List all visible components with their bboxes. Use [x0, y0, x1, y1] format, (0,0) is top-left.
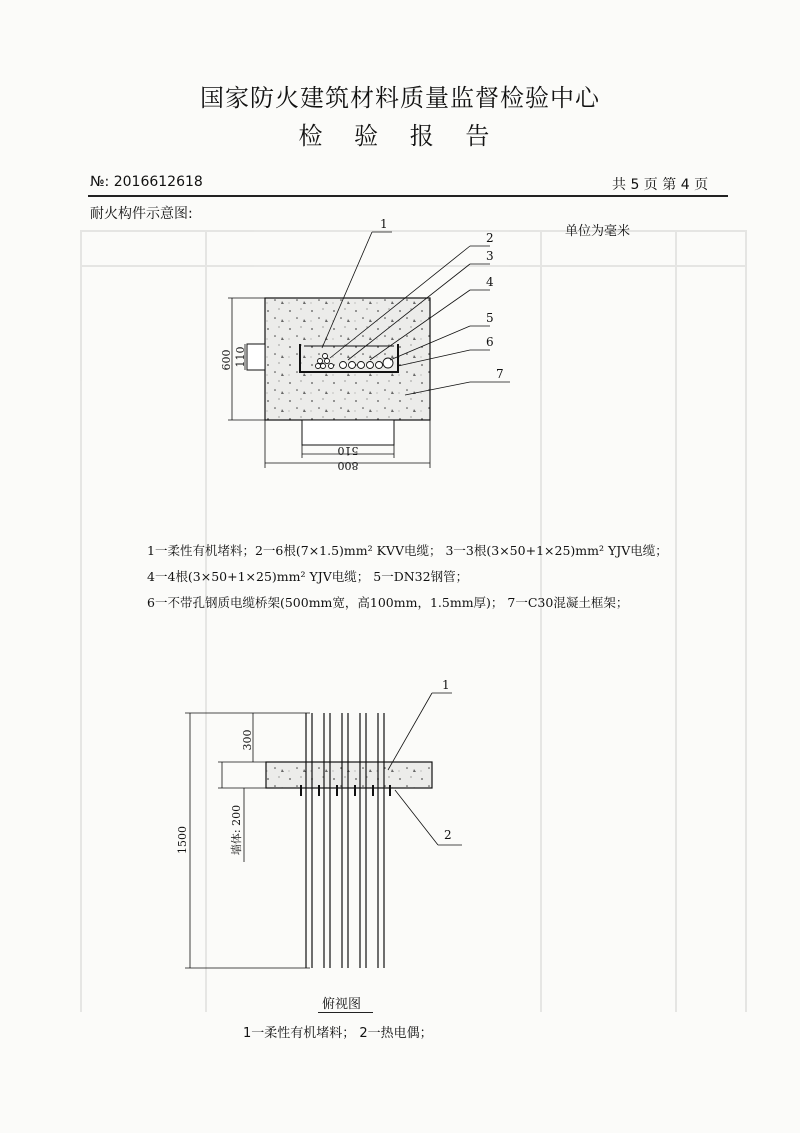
callout-2: 2 [486, 231, 494, 245]
wall-slab [266, 762, 432, 788]
dim-1500: 1500 [176, 826, 189, 854]
unit-note: 单位为毫米 [565, 224, 631, 239]
top-view-caption: 俯视图 [322, 997, 362, 1012]
dim-600: 600 [220, 349, 233, 371]
dim-wall-200: 墙体: 200 [230, 804, 243, 856]
caption-underline [318, 1012, 373, 1013]
top-callout-2: 2 [444, 828, 452, 842]
top-view-diagram [176, 678, 462, 968]
callout-4: 4 [486, 275, 494, 289]
callout-3: 3 [486, 249, 494, 263]
section-title: 耐火构件示意图: [90, 206, 193, 222]
dim-800: 800 [337, 459, 359, 472]
legend1-line2: 4一4根(3×50+1×25)mm² YJV电缆； 5一DN32钢管； [147, 569, 469, 584]
cable-rods [306, 713, 384, 968]
tray-stub-left [247, 344, 265, 370]
dim-110: 110 [234, 346, 247, 368]
dim-300: 300 [241, 729, 254, 751]
callout-6: 6 [486, 335, 494, 349]
callout-7: 7 [496, 367, 504, 381]
page-indicator: 共 5 页 第 4 页 [612, 177, 709, 193]
report-title: 检 验 报 告 [298, 122, 502, 150]
legend1-line3: 6一不带孔钢质电缆桥架(500mm宽，高100mm，1.5mm厚)； 7一C30混凝土框架； [147, 595, 629, 610]
tray-stub-bottom [302, 420, 394, 445]
legend1-line1: 1一柔性有机堵料；2一6根(7×1.5)mm² KVV电缆； 3一3根(3×50+1×25)mm² YJV电缆； [147, 543, 668, 558]
dim-510: 510 [337, 444, 359, 457]
organization-name: 国家防火建筑材料质量监督检验中心 [200, 84, 600, 112]
legend2-text: 1一柔性有机堵料； 2一热电偶； [243, 1026, 433, 1041]
callout-5: 5 [486, 311, 494, 325]
top-callout-1: 1 [442, 678, 450, 692]
report-number: №: 2016612618 [90, 174, 203, 190]
callout-1: 1 [380, 217, 388, 231]
